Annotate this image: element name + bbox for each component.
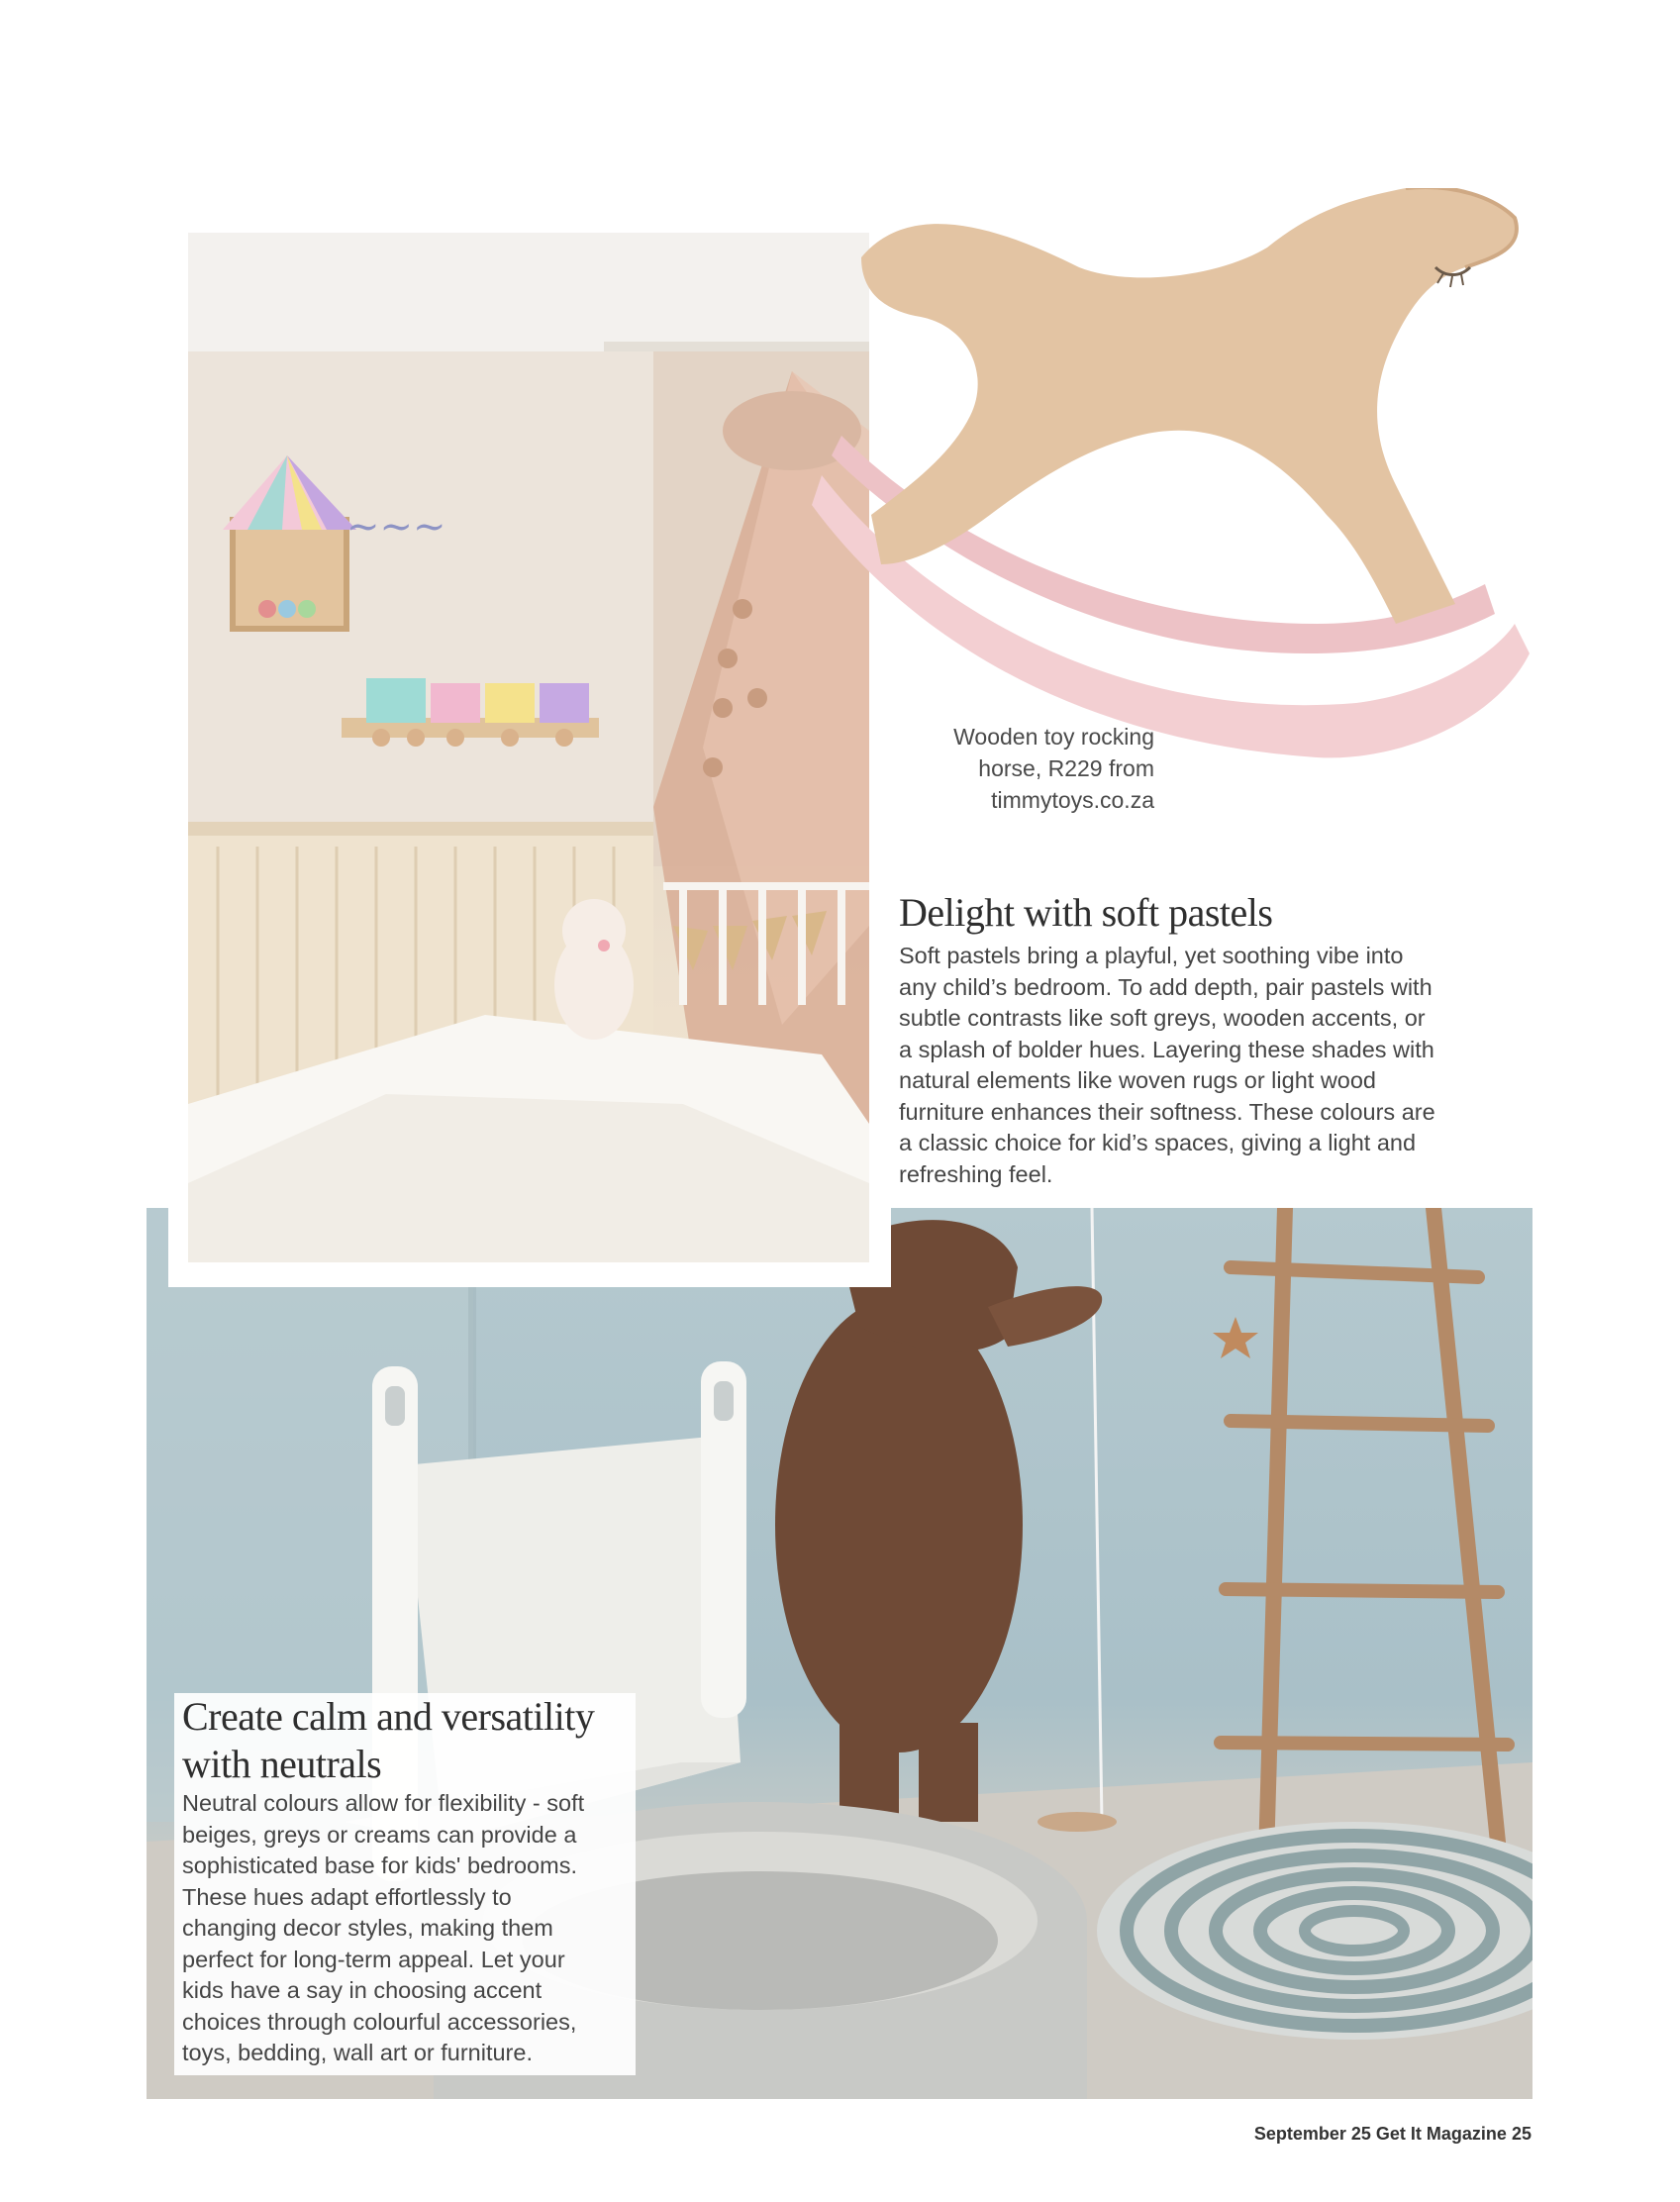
neutrals-body-line: Neutral colours allow for flexibility - soft xyxy=(182,1790,585,1816)
neutrals-body-line: beiges, greys or creams can provide a xyxy=(182,1821,577,1848)
caption-line: timmytoys.co.za xyxy=(991,787,1154,813)
footer-month: September 25 xyxy=(1253,2124,1371,2144)
wooden-horse xyxy=(861,188,1517,624)
bear-cutout xyxy=(775,1220,1102,1822)
neutrals-heading-line: with neutrals xyxy=(182,1742,382,1786)
rocking-horse-illustration xyxy=(802,188,1534,772)
product-caption xyxy=(871,721,1154,816)
name-sign-decal: ~~~ xyxy=(346,504,446,550)
pastels-body-line: refreshing feel. xyxy=(899,1160,1053,1187)
footer-page-number: 25 xyxy=(1511,2124,1532,2144)
footer-magazine: Get It Magazine xyxy=(1375,2124,1507,2144)
pastels-body xyxy=(899,941,1493,1190)
pastels-section xyxy=(899,889,1493,1190)
pastel-bedroom-photo xyxy=(188,233,869,1262)
neutrals-body-line: sophisticated base for kids' bedrooms. xyxy=(182,1852,577,1878)
pastels-body-line: any child’s bedroom. To add depth, pair pastels with xyxy=(899,973,1433,1000)
pastels-body-line: natural elements like woven rugs or light wood xyxy=(899,1067,1377,1093)
pastels-body-line: Soft pastels bring a playful, yet soothing vibe into xyxy=(899,943,1404,968)
neutrals-body-line: changing decor styles, making them xyxy=(182,1915,553,1941)
caption-line: horse, R229 from xyxy=(978,755,1154,781)
neutrals-body-line: These hues adapt effortlessly to xyxy=(182,1883,512,1910)
pastels-body-line: subtle contrasts like soft greys, wooden accents, or xyxy=(899,1005,1426,1031)
pastels-body-line: furniture enhances their softness. These colours are xyxy=(899,1098,1435,1125)
rocking-horse-photo xyxy=(802,188,1534,772)
train-shelf xyxy=(342,678,599,747)
neutrals-heading-line: Create calm and versatility xyxy=(182,1694,595,1739)
caption-line: Wooden toy rocking xyxy=(953,724,1154,750)
pastels-body-line: a classic choice for kid’s spaces, giving a light and xyxy=(899,1130,1417,1155)
neutrals-body xyxy=(182,1788,628,2069)
star-decal xyxy=(1213,1317,1258,1358)
pastels-heading: Delight with soft pastels xyxy=(899,890,1273,935)
neutrals-body-line: kids have a say in choosing accent xyxy=(182,1977,543,2003)
neutrals-body-line: perfect for long-term appeal. Let your xyxy=(182,1946,565,1972)
page-footer xyxy=(1254,2124,1532,2145)
pastels-body-line: a splash of bolder hues. Layering these shades with xyxy=(899,1036,1434,1062)
neutrals-heading xyxy=(182,1693,628,1788)
neutrals-body-line: choices through colourful accessories, xyxy=(182,2008,577,2035)
neutrals-body-line: toys, bedding, wall art or furniture. xyxy=(182,2040,533,2065)
pastel-bedroom-illustration xyxy=(188,233,869,1262)
neutrals-section xyxy=(182,1693,628,2069)
